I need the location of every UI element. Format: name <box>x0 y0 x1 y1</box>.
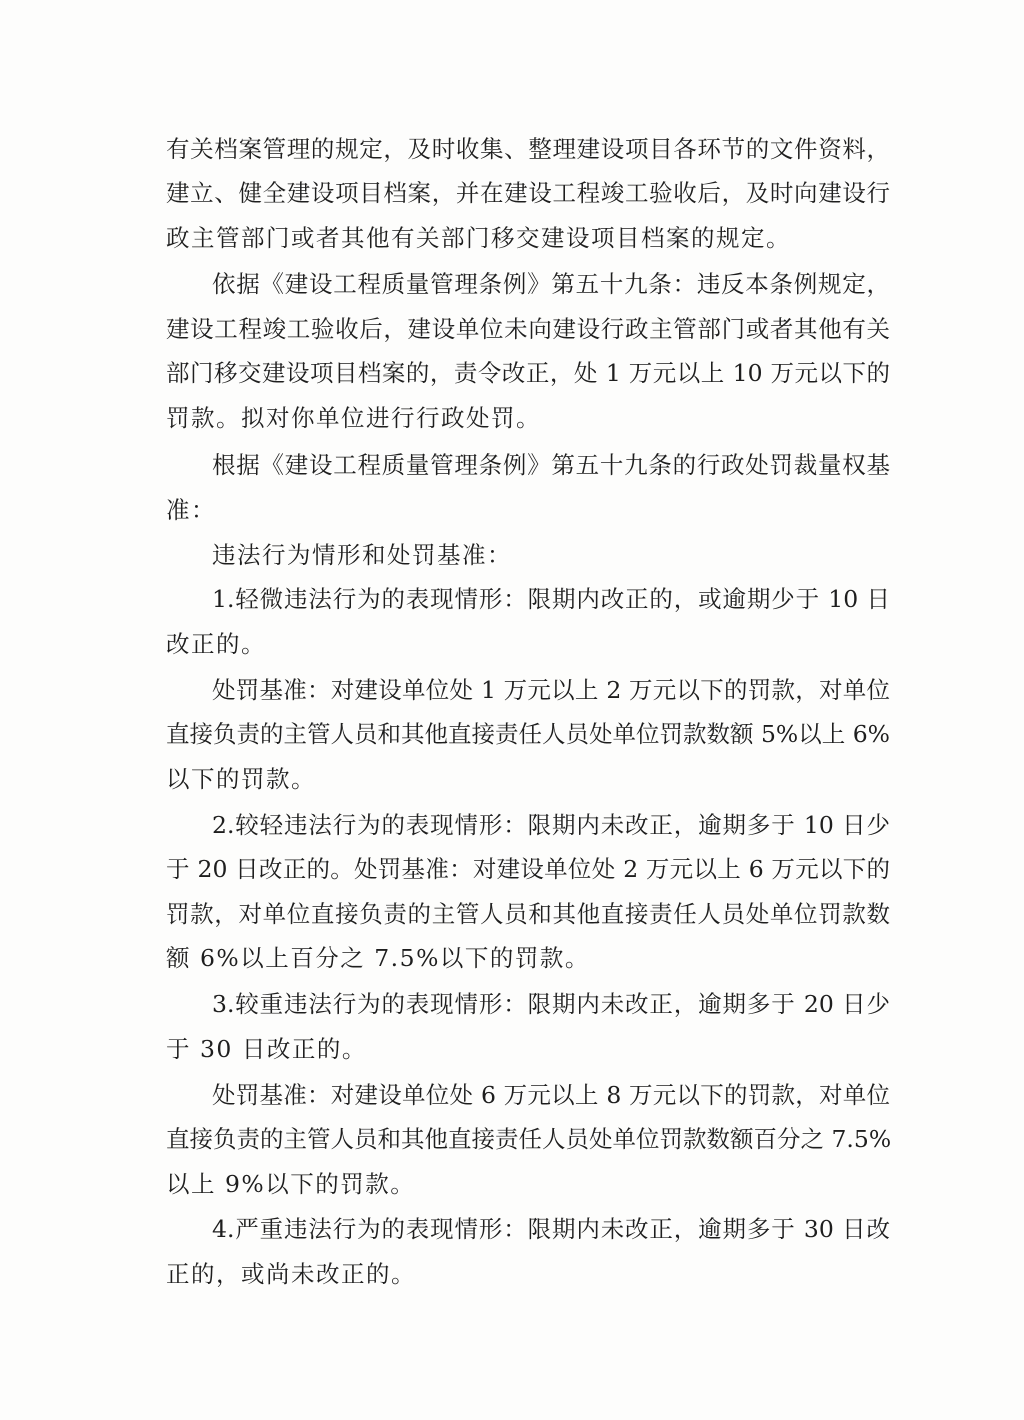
text-line: 额 6%以上百分之 7.5%以下的罚款。 <box>166 944 590 972</box>
text-line: 建立、健全建设项目档案，并在建设工程竣工验收后，及时向建设行 <box>166 179 890 207</box>
text-line: 改正的。 <box>166 630 266 658</box>
text-line: 罚款，对单位直接负责的主管人员和其他直接责任人员处单位罚款数 <box>166 900 890 928</box>
text-line: 建设工程竣工验收后，建设单位未向建设行政主管部门或者其他有关 <box>166 315 890 343</box>
text-line: 有关档案管理的规定，及时收集、整理建设项目各环节的文件资料， <box>166 135 890 163</box>
text-line: 政主管部门或者其他有关部门移交建设项目档案的规定。 <box>166 224 791 252</box>
text-line: 4.严重违法行为的表现情形：限期内未改正，逾期多于 30 日改 <box>212 1215 890 1243</box>
text-line: 违法行为情形和处罚基准： <box>212 541 512 569</box>
text-line: 直接负责的主管人员和其他直接责任人员处单位罚款数额 5%以上 6% <box>166 720 891 748</box>
text-line: 处罚基准：对建设单位处 1 万元以上 2 万元以下的罚款，对单位 <box>212 676 890 704</box>
text-line: 以上 9%以下的罚款。 <box>166 1170 416 1198</box>
text-line: 部门移交建设项目档案的，责令改正，处 1 万元以上 10 万元以下的 <box>166 359 890 387</box>
text-line: 以下的罚款。 <box>166 765 316 793</box>
text-line: 罚款。拟对你单位进行行政处罚。 <box>166 404 541 432</box>
text-line: 2.较轻违法行为的表现情形：限期内未改正，逾期多于 10 日少 <box>212 811 890 839</box>
text-line: 处罚基准：对建设单位处 6 万元以上 8 万元以下的罚款，对单位 <box>212 1081 890 1109</box>
text-line: 3.较重违法行为的表现情形：限期内未改正，逾期多于 20 日少 <box>212 990 890 1018</box>
text-line: 根据《建设工程质量管理条例》第五十九条的行政处罚裁量权基 <box>212 451 890 479</box>
text-line: 准： <box>166 496 216 524</box>
text-line: 于 30 日改正的。 <box>166 1035 367 1063</box>
text-line: 1.轻微违法行为的表现情形：限期内改正的，或逾期少于 10 日 <box>212 585 890 613</box>
text-line: 依据《建设工程质量管理条例》第五十九条：违反本条例规定， <box>212 270 890 298</box>
text-line: 于 20 日改正的。处罚基准：对建设单位处 2 万元以上 6 万元以下的 <box>166 855 890 883</box>
text-line: 正的，或尚未改正的。 <box>166 1260 416 1288</box>
text-line: 直接负责的主管人员和其他直接责任人员处单位罚款数额百分之 7.5% <box>166 1125 892 1153</box>
